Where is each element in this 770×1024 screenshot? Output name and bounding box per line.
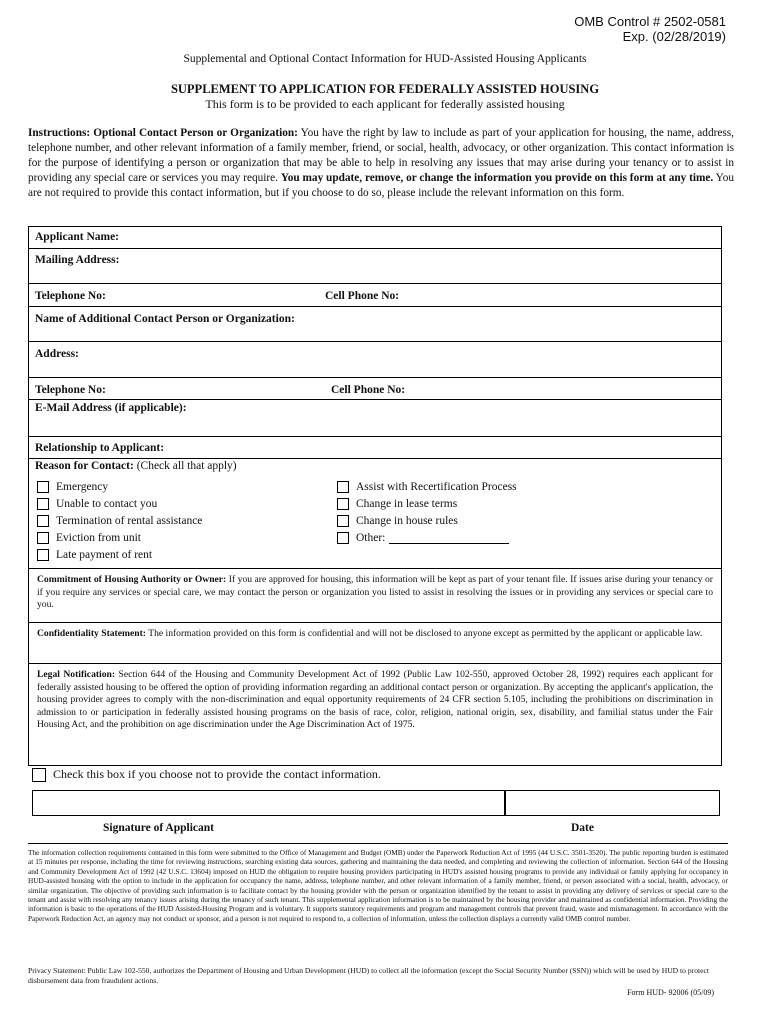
contact-name-label: Name of Additional Contact Person or Organization: [35,313,295,325]
reason-label [35,460,237,472]
opt-out-checkbox[interactable] [32,768,46,782]
checkbox[interactable] [37,515,49,527]
reason-other[interactable]: Other: [337,532,509,544]
checkbox[interactable] [37,481,49,493]
opt-out-label: Check this box if you choose not to provide the contact information. [53,767,381,781]
reason-lease-terms[interactable]: Change in lease terms [337,498,457,510]
reason-emergency[interactable]: Emergency [37,481,108,493]
telephone-label: Telephone No: [35,290,106,302]
checkbox[interactable] [337,515,349,527]
date-field[interactable] [504,790,720,816]
reason-house-rules[interactable]: Change in house rules [337,515,458,527]
relationship-label: Relationship to Applicant: [35,442,165,454]
reason-recertification[interactable]: Assist with Recertification Process [337,481,517,493]
omb-expiration: Exp. (02/28/2019) [622,29,726,44]
instructions-text-2: You are not required to provide this contact information, but if you choose to do so, please include the relevant information on this form. [28,172,734,199]
supplemental-title: Supplemental and Optional Contact Information for HUD-Assisted Housing Applicants [183,53,587,65]
other-input[interactable] [389,532,509,544]
contact-cell-phone-label: Cell Phone No: [331,384,406,396]
checkbox[interactable] [37,549,49,561]
reason-hint: (Check all that apply) [136,460,237,472]
page-subtitle: This form is to be provided to each applicant for federally assisted housing [205,97,565,111]
reason-termination[interactable]: Termination of rental assistance [37,515,202,527]
checkbox[interactable] [337,498,349,510]
reason-late-payment[interactable]: Late payment of rent [37,549,152,561]
reason-label-text: Reason for Contact: [35,460,134,472]
signature-field[interactable] [32,790,506,816]
contact-telephone-label: Telephone No: [35,384,106,396]
form-number: Form HUD- 92006 (05/09) [627,988,714,997]
confidentiality-statement: Confidentiality Statement: The information provided on this form is confidential and will not be disclosed to anyone except as permitted by the applicant or applicable law. [37,628,703,639]
omb-control-number: OMB Control # 2502-0581 [574,14,726,29]
legal-notification: Legal Notification: Section 644 of the Housing and Community Development Act of 1992 (Public Law 102-550, approved October 28, 1992) requires each applicant for federally assisted housing to be offered the option of providing information regarding an additional contact person or organization. By accepting the applicant's application, the housing provider agrees to comply with the non-discrimination and equal opportunity requirements of 24 CFR section 5.105, including the prohibitions on discrimination in admission to or participation in federally assisted housing programs on the basis of race, color, religion, national origin, sex, disability, and familial status under the Fair Housing Act, and the prohibition on age discrimination under the Age Discrimination Act of 1975. [37,669,713,730]
contact-address-label: Address: [35,348,79,360]
checkbox[interactable] [37,532,49,544]
contact-form [28,226,722,766]
reason-eviction[interactable]: Eviction from unit [37,532,141,544]
instructions-text-1: You have the right by law to include as part of your application for housing, the name, address, telephone number, and other relevant information of a family member, friend, or social, health, advocacy, or other organization. This contact information is for the purpose of identifying a person or organization that may be able to help in resolving any issues that may arise during your tenancy or to assist in providing any special care or services you may require. [28,127,735,184]
applicant-name-label: Applicant Name: [35,231,120,243]
date-label: Date [571,822,594,834]
instructions-bold: You may update, remove, or change the information you provide on this form at any time. [280,172,714,184]
commitment-statement: Commitment of Housing Authority or Owner: If you are approved for housing, this information will be kept as part of your tenant file. If issues arise during your tenancy or if you require any services or special care, we may contact the person or organization you listed to assist in resolving the issues or in providing any services or special care to you. [37,574,713,610]
reason-unable-to-contact[interactable]: Unable to contact you [37,498,157,510]
opt-out-row[interactable] [32,767,381,782]
page-title: SUPPLEMENT TO APPLICATION FOR FEDERALLY ASSISTED HOUSING [170,82,600,96]
mailing-address-label: Mailing Address: [35,254,120,266]
checkbox[interactable] [337,532,349,544]
signature-label: Signature of Applicant [103,822,214,834]
instructions-label: Instructions: Optional Contact Person or Organization: [28,127,298,139]
omb-block [574,14,726,44]
checkbox[interactable] [37,498,49,510]
burden-statement: The information collection requirements contained in this form were submitted to the Office of Management and Budget (OMB) under the Paperwork Reduction Act of 1995 (44 U.S.C. 3501-3520). The public reporting burden is estimated at 15 minutes per response, including the time for reviewing instructions, searching existing data sources, gathering and maintaining the data needed, and completing and reviewing the collection of information. Section 644 of the Housing and Community Development Act of 1992 (42 U.S.C. 13604) imposed on HUD the obligation to require housing providers participating in HUD's assisted housing programs to provide any individual or family applying for occupancy in HUD-assisted housing with the option to include in the application for occupancy the name, address, telephone number, and other relevant information of a family member, friend, or person associated with a social, health, advocacy, or similar organization. The objective of providing such information is to facilitate contact by the housing provider with the person or organization identified by the tenant to assist in providing any delivery of services or special care to the tenant and assist with resolving any tenancy issues arising during the tenancy of such tenant. This supplemental application information is to be maintained by the housing provider and maintained as confidential information. Providing the information is basic to the operations of the HUD Assisted-Housing Program and is voluntary. It supports statutory requirements and program and management controls that prevent fraud, waste and mismanagement. In accordance with the Paperwork Reduction Act, an agency may not conduct or sponsor, and a person is not required to respond to, a collection of information, unless the collection displays a currently valid OMB control number. [28,848,728,923]
email-label: E-Mail Address (if applicable): [35,402,187,414]
instructions [28,126,734,201]
checkbox[interactable] [337,481,349,493]
cell-phone-label: Cell Phone No: [325,290,400,302]
privacy-statement: Privacy Statement: Public Law 102-550, authorizes the Department of Housing and Urban Development (HUD) to collect all the information (except the Social Security Number (SSN)) which will be used by HUD to protect disbursement data from fraudulent actions. [28,966,709,985]
